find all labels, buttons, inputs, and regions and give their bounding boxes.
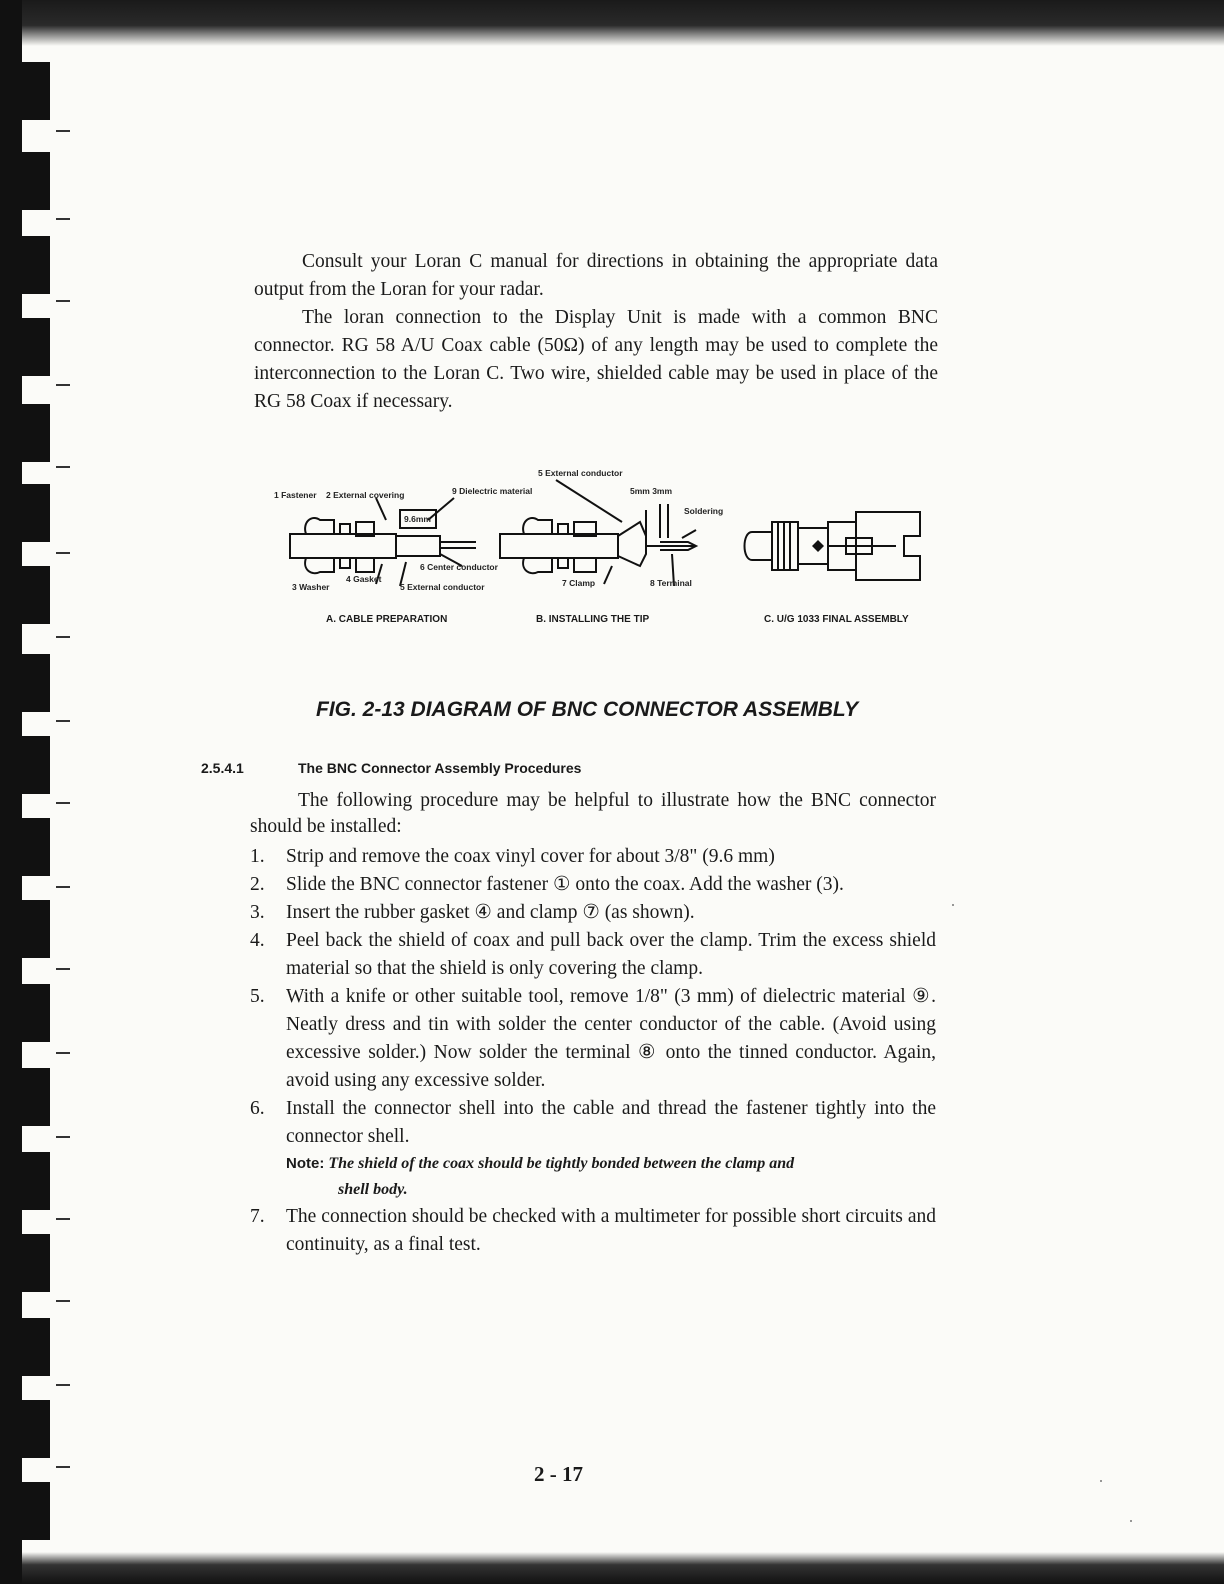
scan-bottom-edge — [0, 1552, 1224, 1584]
caption-a: A. CABLE PREPARATION — [326, 614, 448, 625]
list-item: 1. Strip and remove the coax vinyl cover for about 3/8" (9.6 mm) — [250, 846, 775, 867]
scan-speck — [1130, 1520, 1132, 1522]
list-item: 5. With a knife or other suitable tool, remove 1/8" (3 mm) of dielectric material ⑨. Neatly dress and tin with solder the center conductor of the cable. (Avoid using excessive solder.) Now solder the terminal ⑧ onto the tinned conductor. Again, avoid using any excessive solder. — [250, 986, 936, 1091]
label-gasket: 4 Gasket — [346, 574, 382, 584]
caption-b: B. INSTALLING THE TIP — [536, 614, 650, 625]
spiral-binding — [0, 0, 60, 1584]
scan-top-edge — [0, 0, 1224, 46]
label-center-conductor: 6 Center conductor — [420, 562, 498, 572]
label-fastener: 1 Fastener — [274, 490, 317, 500]
label-terminal: 8 Terminal — [650, 578, 692, 588]
list-item: 7. The connection should be checked with a multimeter for possible short circuits and continuity, as a final test. — [250, 1206, 936, 1255]
label-dielectric: 9 Dielectric material — [452, 486, 533, 496]
list-item: 4. Peel back the shield of coax and pull back over the clamp. Trim the excess shield material so that the shield is only covering the clamp. — [250, 930, 936, 979]
paragraph-1: Consult your Loran C manual for directions in obtaining the appropriate data output from the Loran for your radar. — [254, 251, 938, 300]
intro-text — [254, 248, 938, 416]
section-title: The BNC Connector Assembly Procedures — [298, 760, 582, 776]
bnc-diagram-drawing — [256, 462, 946, 602]
label-external-conductor-top: 5 External conductor — [538, 468, 623, 478]
note-text-line-2: shell body. — [338, 1181, 408, 1198]
figure-title: FIG. 2-13 DIAGRAM OF BNC CONNECTOR ASSEMBLY — [316, 698, 859, 721]
paragraph-2: The loran connection to the Display Unit is made with a common BNC connector. RG 58 A/U Coax cable (50Ω) of any length may be used to complete the interconnection to the Loran C. Two wire, shielded cable may be used in place of the RG 58 Coax if necessary. — [254, 307, 938, 412]
label-washer: 3 Washer — [292, 582, 330, 592]
label-soldering: Soldering — [684, 506, 724, 516]
note — [250, 1151, 936, 1203]
label-external-covering: 2 External covering — [326, 490, 405, 500]
note-text-line-1: The shield of the coax should be tightly bonded between the clamp and — [328, 1155, 795, 1172]
list-item: 3. Insert the rubber gasket ④ and clamp ⑦ (as shown). — [250, 902, 695, 923]
procedure-list — [250, 843, 936, 1259]
caption-c: C. U/G 1033 FINAL ASSEMBLY — [764, 614, 909, 625]
label-dimensions: 5mm 3mm — [630, 486, 673, 496]
section-intro: The following procedure may be helpful to illustrate how the BNC connector should be installed: — [250, 790, 936, 837]
list-item: 6. Install the connector shell into the cable and thread the fastener tightly into the connector shell. — [250, 1098, 936, 1147]
section-number: 2.5.4.1 — [201, 760, 244, 776]
label-strip-length: 9.6mm — [404, 514, 431, 524]
page-number: 2 - 17 — [534, 1462, 583, 1486]
note-label: Note: — [286, 1155, 325, 1172]
scan-speck — [952, 904, 954, 906]
label-clamp: 7 Clamp — [562, 578, 596, 588]
label-external-conductor-bottom: 5 External conductor — [400, 582, 485, 592]
scan-speck — [1100, 1480, 1102, 1482]
bnc-diagram — [256, 462, 946, 642]
list-item: 2. Slide the BNC connector fastener ① onto the coax. Add the washer (3). — [250, 874, 844, 895]
